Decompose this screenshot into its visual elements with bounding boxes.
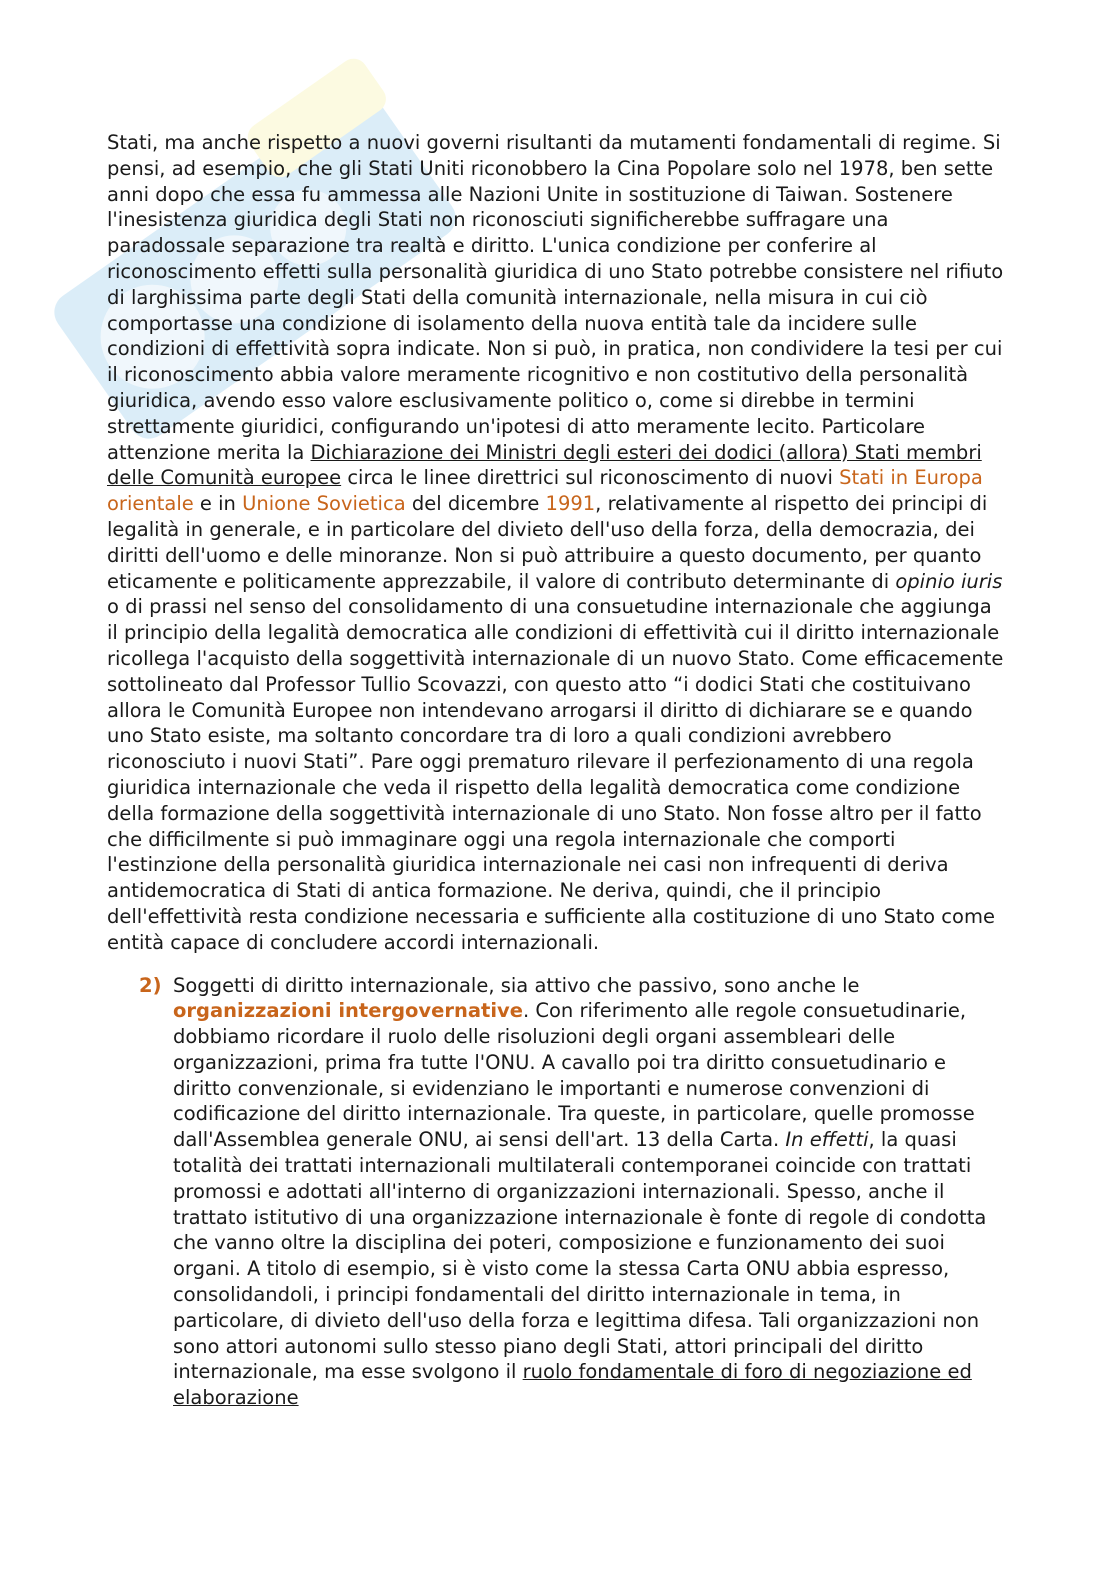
underlined-phrase: ruolo fondamentale di foro di negoziazione ed elaborazione: [173, 1360, 972, 1410]
declaration-link[interactable]: Dichiarazione dei Ministri degli esteri dei dodici (allora) Stati membri delle Comunità europee: [107, 440, 982, 490]
paragraph-text: , la quasi totalità dei trattati internazionali multilaterali contemporanei coincide con trattati promossi e adottati all'interno di organizzazioni internazionali. Spesso, anche il trattato istitutivo di una organizzazione internazionale è fonte di regole di condotta che vanno oltre la disciplina dei poteri, composizione e funzionamento dei suoi organi. A titolo di esempio, si è visto come la stessa Carta ONU abbia espresso, consolidandoli, i principi fondamentali del diritto internazionale in tema, in particolare, di divieto dell'uso della forza e legittima difesa. Tali organizzazioni non sono attori autonomi sullo stesso piano degli Stati, attori principali del diritto internazionale, ma esse svolgono il: [173, 1128, 987, 1384]
list-number: 2): [139, 973, 162, 997]
paragraph-recognition: [107, 130, 1007, 956]
document-body: [107, 130, 1007, 1411]
italic-term: In effetti: [785, 1128, 869, 1152]
paragraph-text: Soggetti di diritto internazionale, sia attivo che passivo, sono anche le: [173, 973, 860, 997]
paragraph-text: . Con riferimento alle regole consuetudinarie, dobbiamo ricordare il ruolo delle risoluzioni degli organi assembleari delle organizzazioni, prima fra tutte l'ONU. A cavallo poi tra diritto consuetudinario e diritto convenzionale, si evidenziano le importanti e numerose convenzioni di codificazione del diritto internazionale. Tra queste, in particolare, quelle promosse dall'Assemblea generale ONU, ai sensi dell'art. 13 della Carta.: [173, 999, 975, 1152]
list-item-text: [173, 973, 1007, 1412]
paragraph-text: del dicembre: [405, 492, 546, 516]
soviet-union-link[interactable]: Unione Sovietica: [242, 492, 406, 516]
opinio-iuris-term: opinio iuris: [895, 569, 1003, 593]
eastern-europe-link[interactable]: Stati in Europa orientale: [107, 466, 983, 516]
paragraph-text: circa le linee direttrici sul riconoscimento di nuovi: [341, 466, 840, 490]
highlight-term: organizzazioni intergovernative: [173, 999, 523, 1023]
paragraph-text: e in: [193, 492, 243, 516]
year-1991-link[interactable]: 1991: [545, 492, 596, 516]
paragraph-text: Stati, ma anche rispetto a nuovi governi risultanti da mutamenti fondamentali di regime. Si pensi, ad esempio, che gli Stati Uniti riconobbero la Cina Popolare solo nel 1978, ben sette anni dopo che essa fu ammessa alle Nazioni Unite in sostituzione di Taiwan. Sostenere l'inesistenza giuridica degli Stati non riconosciuti significherebbe suffragare una paradossale separazione tra realtà e diritto. L'unica condizione per conferire al riconoscimento effetti sulla personalità giuridica di uno Stato potrebbe consistere nel rifiuto di larghissima parte degli Stati della comunità internazionale, nella misura in cui ciò comportasse una condizione di isolamento della nuova entità tale da incidere sulle condizioni di effettività sopra indicate. Non si può, in pratica, non condividere la tesi per cui il riconoscimento abbia valore meramente ricognitivo e non costitutivo della personalità giuridica, avendo esso valore esclusivamente politico o, come si direbbe in termini strettamente giuridici, configurando un'ipotesi di atto meramente lecito. Particolare attenzione merita la: [107, 131, 1004, 464]
paragraph-text: , relativamente al rispetto dei principi di legalità in generale, e in particolare del divieto dell'uso della forza, della democrazia, dei diritti dell'uomo e delle minoranze. Non si può attribuire a questo documento, per quanto eticamente e politicamente apprezzabile, il valore di contributo determinante di: [107, 492, 988, 593]
list-item-2: [107, 973, 1007, 1412]
paragraph-text: o di prassi nel senso del consolidamento di una consuetudine internazionale che aggiunga il principio della legalità democratica alle condizioni di effettività cui il diritto internazionale ricollega l'acquisto della soggettività internazionale di un nuovo Stato. Come efficacemente sottolineato dal Professor Tullio Scovazzi, con questo atto “i dodici Stati che costituivano allora le Comunità Europee non intendevano arrogarsi il diritto di dichiarare se e quando uno Stato esiste, ma soltanto concordare tra di loro a quali condizioni avrebbero riconosciuto i nuovi Stati”. Pare oggi prematuro rilevare il perfezionamento di una regola giuridica internazionale che veda il rispetto della legalità democratica come condizione della formazione della soggettività internazionale di uno Stato. Non fosse altro per il fatto che difficilmente si può immaginare oggi una regola internazionale che comporti l'estinzione della personalità giuridica internazionale nei casi non infrequenti di deriva antidemocratica di Stati di antica formazione. Ne deriva, quindi, che il principio dell'effettività resta condizione necessaria e sufficiente alla costituzione di uno Stato come entità capace di concludere accordi internazionali.: [107, 595, 1004, 954]
